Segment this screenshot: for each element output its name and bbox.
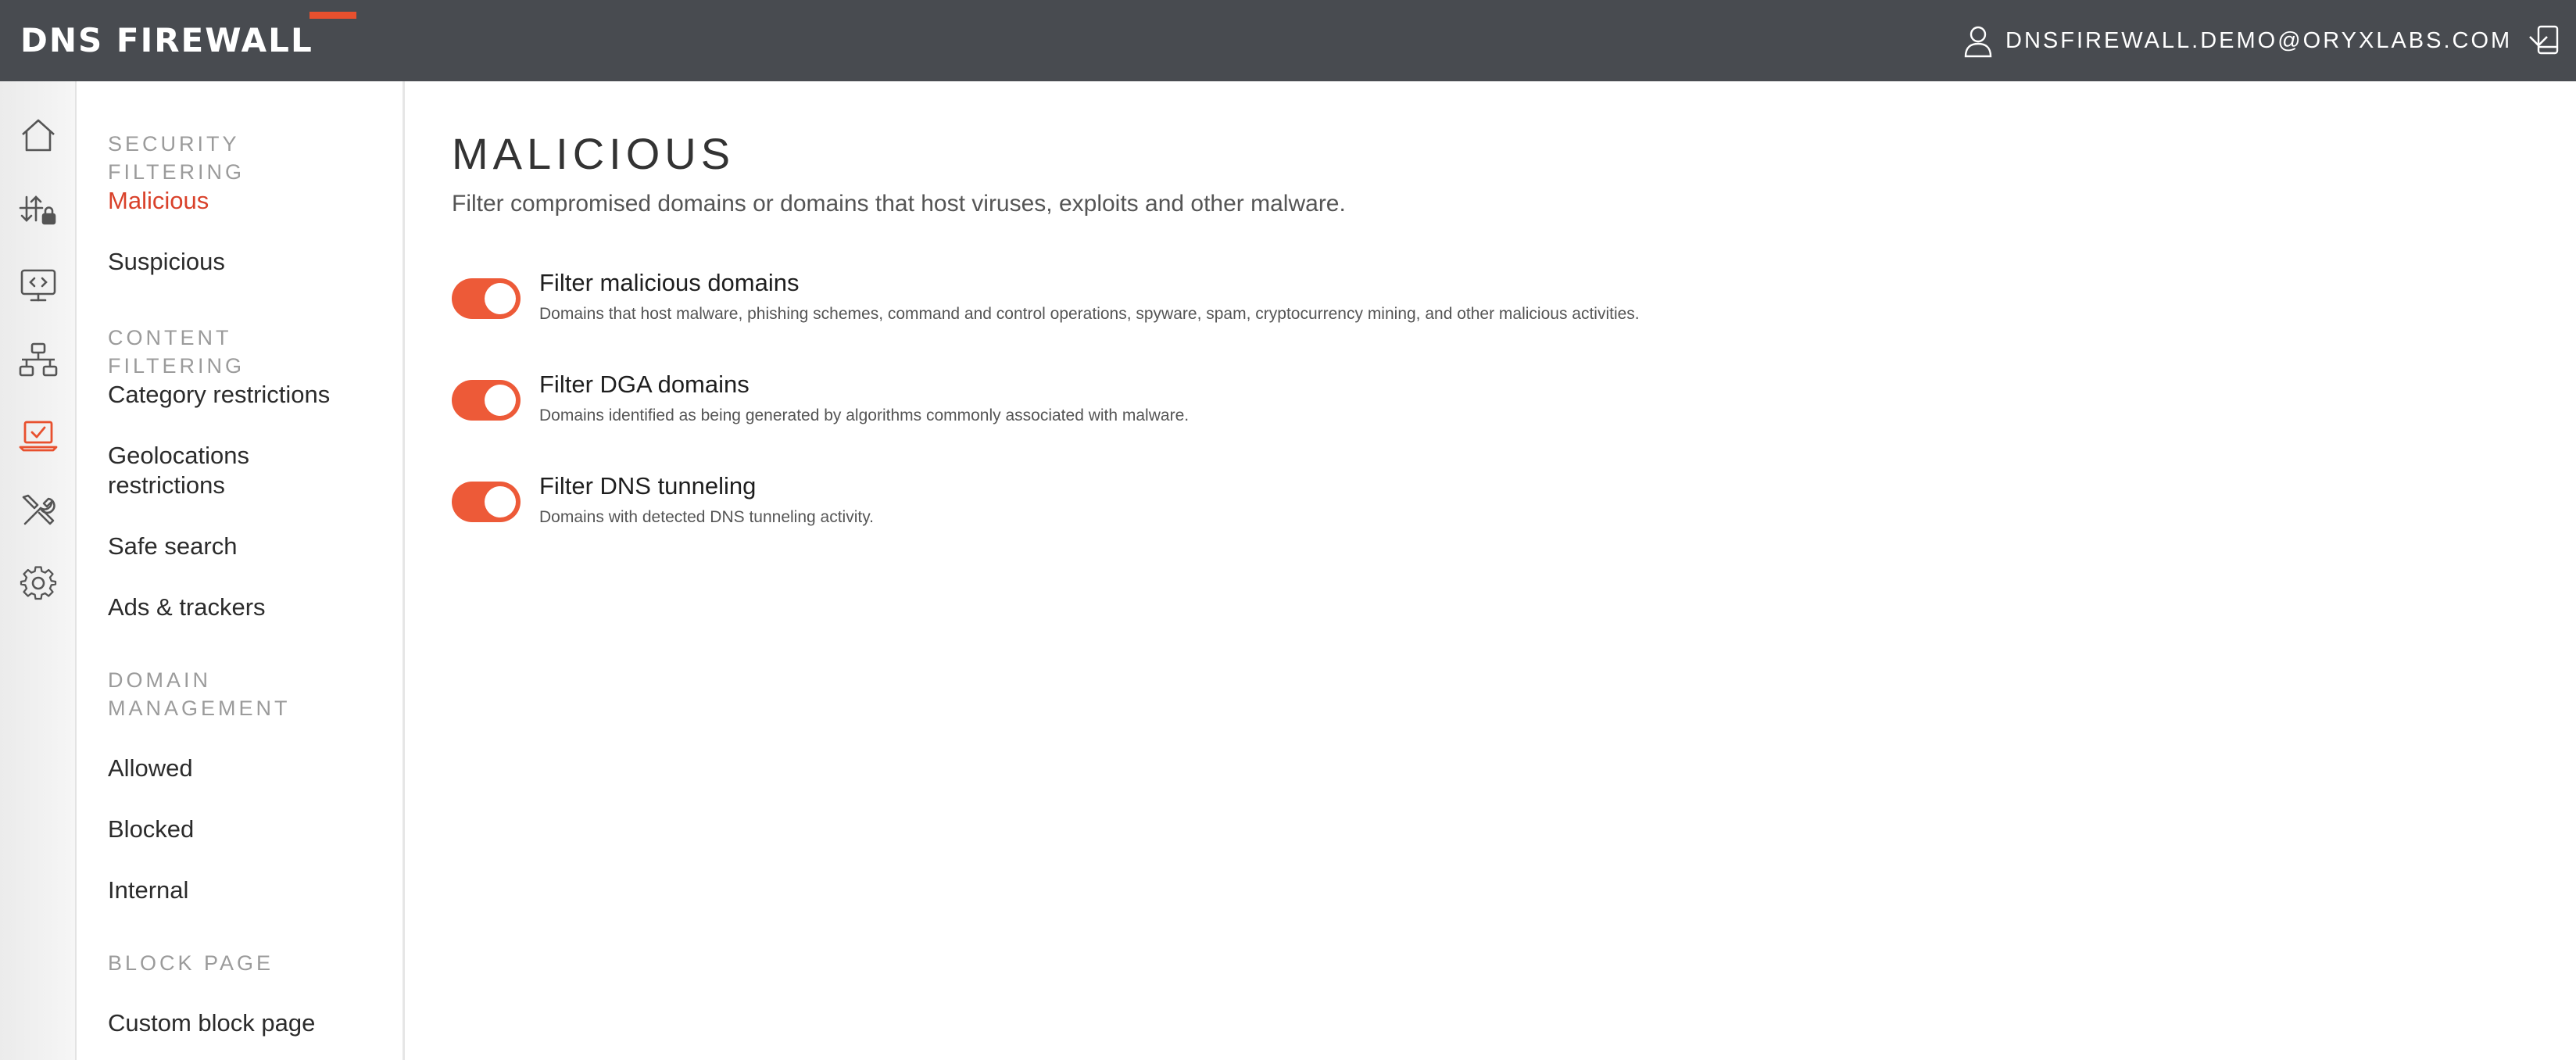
sidebar-item-ads-trackers[interactable]: Ads & trackers — [108, 593, 266, 621]
setting-title: Filter DNS tunneling — [539, 472, 757, 500]
toggle-knob — [485, 283, 516, 314]
settings-sidebar — [78, 81, 405, 1060]
sidebar-item-geolocations-restrictions[interactable]: Geolocations restrictions — [108, 442, 249, 499]
setting-description: Domains that host malware, phishing schemes, command and control operations, spyware, spam, cryptocurrency mining, and other malicious activities. — [539, 305, 1640, 323]
setting-title: Filter DGA domains — [539, 371, 750, 398]
sidebar-item-allowed[interactable]: Allowed — [108, 754, 193, 782]
book-icon[interactable] — [2535, 25, 2560, 55]
filter-dns-tunneling-toggle[interactable] — [452, 482, 521, 522]
rail-security-filtering[interactable] — [19, 416, 58, 455]
rail-settings[interactable] — [19, 566, 58, 605]
logo-accent-mark — [309, 12, 356, 19]
user-email: DNSFIREWALL.DEMO@ORYXLABS.COM — [2005, 27, 2513, 53]
icon-rail — [0, 81, 77, 1060]
toggle-knob — [485, 385, 516, 416]
section-heading-domain-management: DOMAIN MANAGEMENT — [108, 668, 291, 720]
rail-network[interactable] — [19, 341, 58, 380]
network-icon — [19, 341, 58, 380]
gear-icon — [19, 566, 58, 605]
setting-filter-dns-tunneling — [452, 472, 2327, 535]
logo-text: DNS FIREWALL — [20, 21, 313, 59]
setting-filter-malicious-domains — [452, 269, 2327, 331]
section-heading-block-page: BLOCK PAGE — [108, 951, 274, 975]
rail-traffic-lock[interactable] — [19, 191, 58, 230]
monitor-code-icon — [19, 266, 58, 305]
filter-malicious-domains-toggle[interactable] — [452, 278, 521, 319]
setting-description: Domains with detected DNS tunneling activity. — [539, 508, 874, 526]
user-icon — [1963, 23, 1993, 58]
rail-home[interactable] — [19, 116, 58, 155]
sidebar-item-internal[interactable]: Internal — [108, 876, 189, 904]
section-heading-security-filtering: SECURITY FILTERING — [108, 132, 245, 184]
setting-filter-dga-domains — [452, 371, 2327, 433]
rail-tools[interactable] — [19, 491, 58, 530]
filter-dga-domains-toggle[interactable] — [452, 380, 521, 421]
section-heading-content-filtering: CONTENT FILTERING — [108, 326, 245, 378]
tools-icon — [19, 491, 58, 530]
laptop-check-icon — [19, 416, 58, 455]
page-description: Filter compromised domains or domains that host viruses, exploits and other malware. — [452, 191, 1346, 217]
rail-monitor[interactable] — [19, 266, 58, 305]
page-title: MALICIOUS — [452, 129, 735, 178]
sidebar-item-suspicious[interactable]: Suspicious — [108, 248, 225, 275]
toggle-knob — [485, 486, 516, 517]
setting-description: Domains identified as being generated by algorithms commonly associated with malware. — [539, 406, 1190, 424]
user-menu[interactable] — [1963, 17, 2551, 64]
app-logo[interactable] — [20, 19, 313, 63]
sidebar-item-malicious[interactable]: Malicious — [108, 187, 209, 214]
top-bar — [0, 0, 2576, 81]
setting-title: Filter malicious domains — [539, 269, 800, 296]
traffic-lock-icon — [19, 191, 58, 230]
sidebar-item-category-restrictions[interactable]: Category restrictions — [108, 381, 331, 408]
home-icon — [19, 116, 58, 155]
sidebar-item-blocked[interactable]: Blocked — [108, 815, 195, 843]
sidebar-item-safe-search[interactable]: Safe search — [108, 532, 238, 560]
sidebar-item-custom-block-page[interactable]: Custom block page — [108, 1009, 316, 1037]
